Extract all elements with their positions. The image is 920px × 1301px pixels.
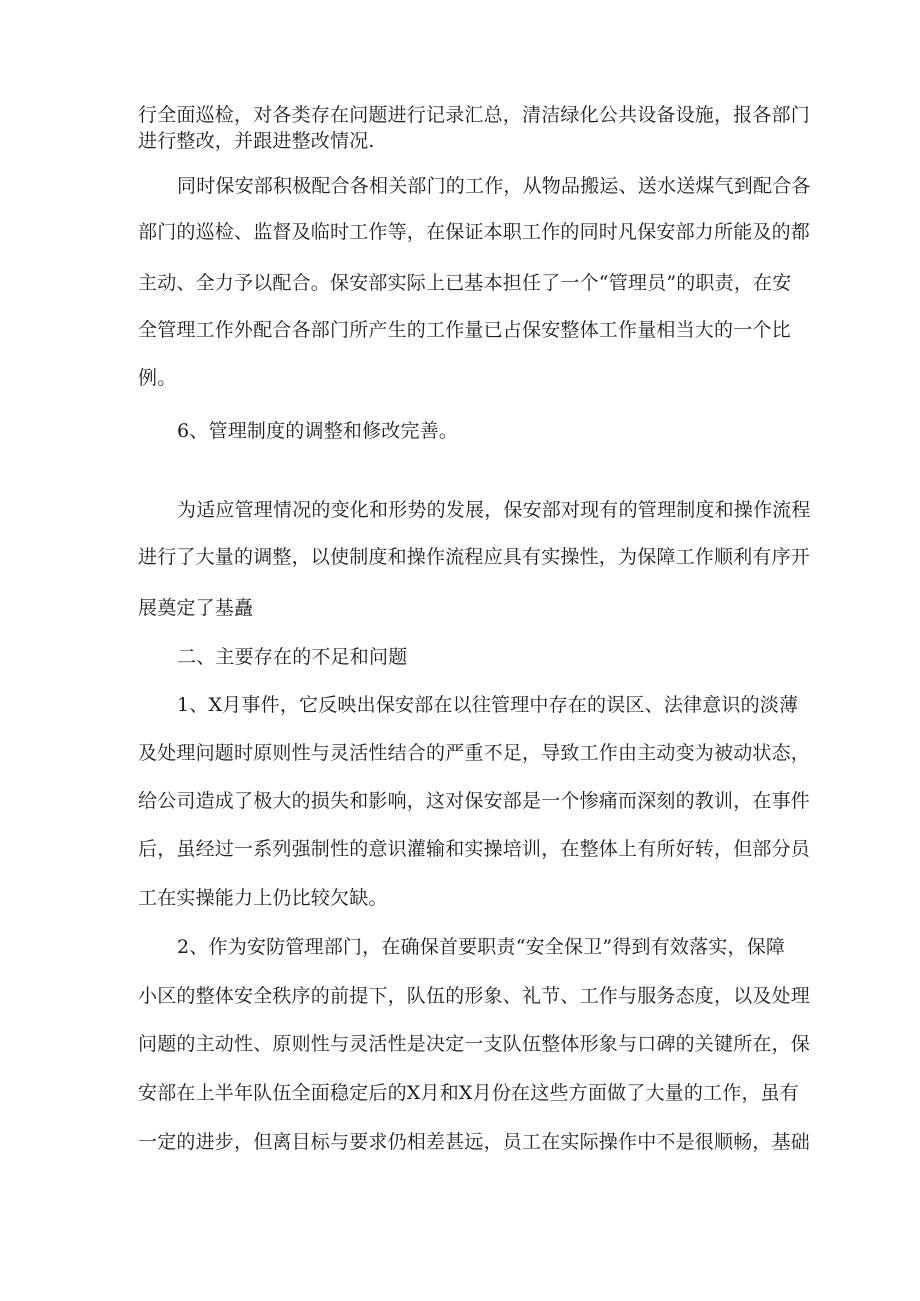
text-line: 问题的主动性、原则性与灵活性是决定一支队伍整体形象与口碑的关键所在，保 xyxy=(138,1033,811,1055)
text-line: 全管理工作外配合各部门所产生的工作量已占保安整体工作量相当大的一个比 xyxy=(138,319,791,341)
paragraph-start-line: 1、X月事件，它反映出保安部在以往管理中存在的误区、法律意识的淡薄 xyxy=(177,694,799,716)
text-line: 进行整改，并跟进整改情况. xyxy=(138,130,375,152)
text-line: 及处理问题时原则性与灵活性结合的严重不足，导致工作由主动变为被动状态， xyxy=(138,742,811,764)
text-line: 行全面巡检，对各类存在问题进行记录汇总，清洁绿化公共设备设施，报各部门 xyxy=(138,104,811,126)
text-line: 主动、全力予以配合。保安部实际上已基本担任了一个“管理员”的职责，在安 xyxy=(138,272,792,294)
section-heading: 6、管理制度的调整和修改完善。 xyxy=(177,420,459,442)
section-heading: 二、主要存在的不足和问题 xyxy=(177,646,408,668)
text-line: 一定的进步，但离目标与要求仍相差甚远，员工在实际操作中不是很顺畅，基础 xyxy=(138,1131,811,1153)
paragraph-start-line: 为适应管理情况的变化和形势的发展，保安部对现有的管理制度和操作流程 xyxy=(177,499,811,521)
text-line: 部门的巡检、监督及临时工作等，在保证本职工作的同时凡保安部力所能及的都 xyxy=(138,221,811,243)
paragraph-start-line: 同时保安部积极配合各相关部门的工作，从物品搬运、送水送煤气到配合各 xyxy=(177,175,811,197)
text-line: 后，虽经过一系列强制性的意识灌输和实操培训，在整体上有所好转，但部分员 xyxy=(138,838,811,860)
text-line: 小区的整体安全秩序的前提下，队伍的形象、礼节、工作与服务态度，以及处理 xyxy=(138,985,811,1007)
text-line: 工在实操能力上仍比较欠缺。 xyxy=(138,887,388,909)
paragraph-start-line: 2、作为安防管理部门，在确保首要职责“安全保卫”得到有效落实，保障 xyxy=(177,936,786,958)
text-line: 给公司造成了极大的损失和影响，这对保安部是一个惨痛而深刻的教训，在事件 xyxy=(138,790,811,812)
text-line: 进行了大量的调整，以使制度和操作流程应具有实操性，为保障工作顺利有序开 xyxy=(138,546,811,568)
text-line: 例。 xyxy=(138,367,177,389)
text-line: 展奠定了基矗 xyxy=(138,597,254,619)
text-line: 安部在上半年队伍全面稳定后的X月和X月份在这些方面做了大量的工作，虽有 xyxy=(138,1082,800,1104)
